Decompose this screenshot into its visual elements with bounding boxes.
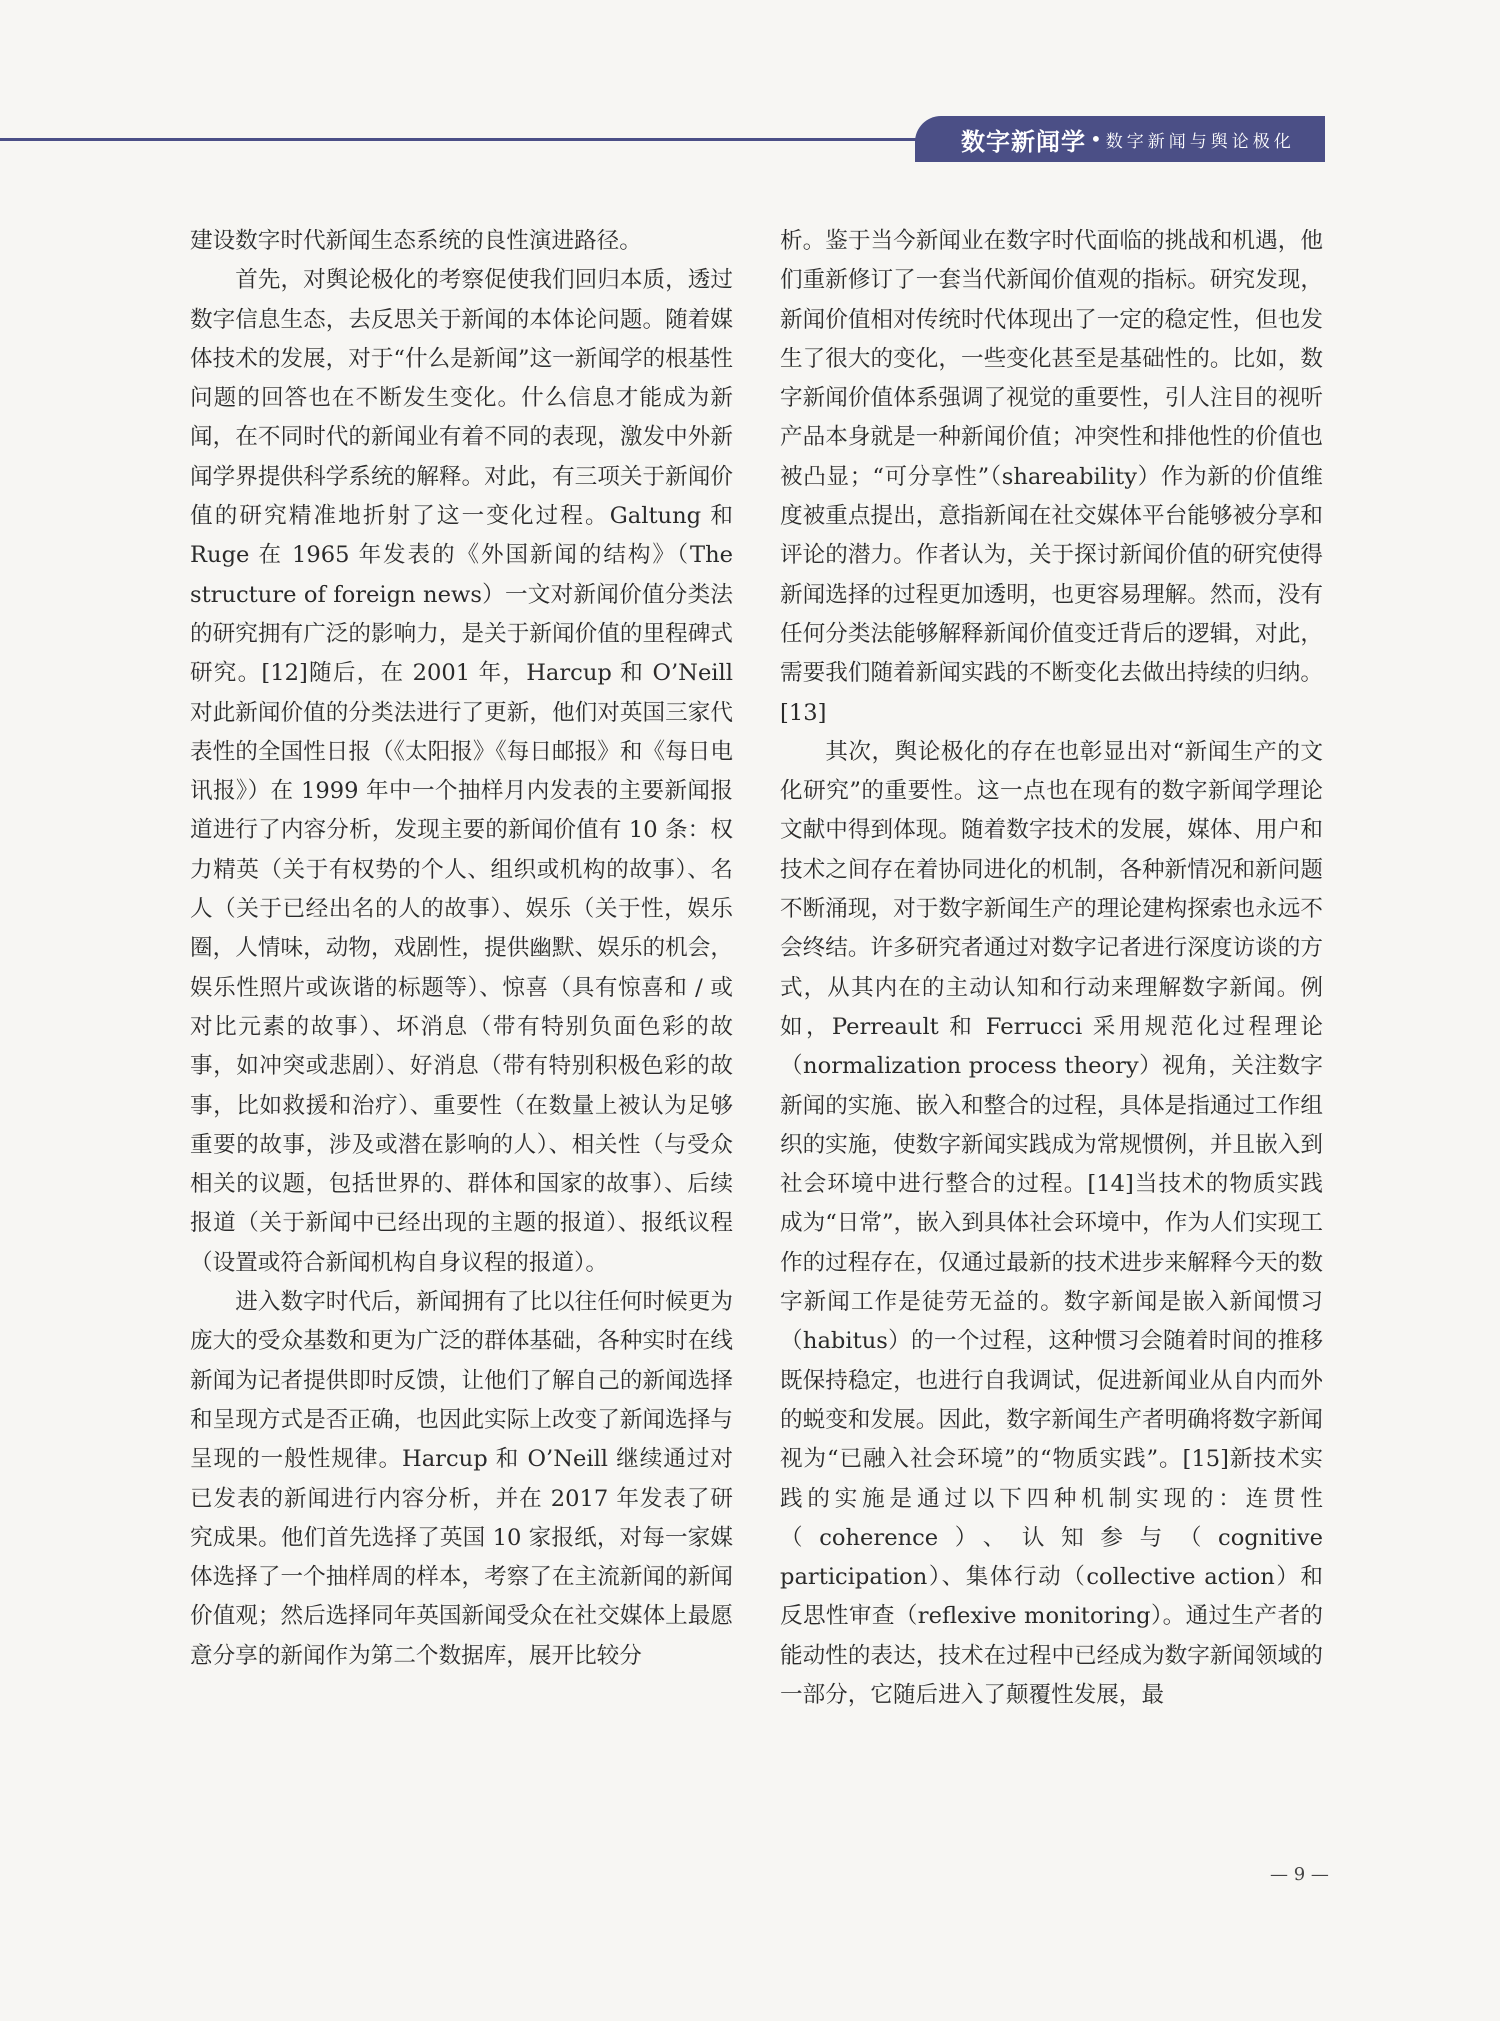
section-title: 数字新闻与舆论极化 (1105, 131, 1295, 152)
paragraph: 其次，舆论极化的存在也彰显出对“新闻生产的文化研究”的重要性。这一点也在现有的数字新闻学理论文献中得到体现。随着数字技术的发展，媒体、用户和技术之间存在着协同进化的机制，各种新情况和新问题不断涌现，对于数字新闻生产的理论建构探索也永远不会终结。许多研究者通过对数字记者进行深度访谈的方式，从其内在的主动认知和行动来理解数字新闻。例如，Perreault 和 Ferrucci 采用规范化过程理论（normalization process theory）视角，关注数字新闻的实施、嵌入和整合的过程，具体是指通过工作组织的实施，使数字新闻实践成为常规惯例，并且嵌入到社会环境中进行整合的过程。[14]当技术的物质实践成为“日常”，嵌入到具体社会环境中，作为人们实现工作的过程存在，仅通过最新的技术进步来解释今天的数字新闻工作是徒劳无益的。数字新闻是嵌入新闻惯习（habitus）的一个过程，这种惯习会随着时间的推移既保持稳定，也进行自我调试，促进新闻业从自内而外的蜕变和发展。因此，数字新闻生产者明确将数字新闻视为“已融入社会环境”的“物质实践”。[15]新技术实践的实施是通过以下四种机制实现的：连贯性（coherence）、认知参与（cognitive participation）、集体行动（collective action）和反思性审查（reflexive monitoring）。通过生产者的能动性的表达，技术在过程中已经成为数字新闻领域的一部分，它随后进入了颠覆性发展，最 (780, 738, 1323, 1708)
paragraph: 首先，对舆论极化的考察促使我们回归本质，透过数字信息生态，去反思关于新闻的本体论问题。随着媒体技术的发展，对于“什么是新闻”这一新闻学的根基性问题的回答也在不断发生变化。什么信息才能成为新闻，在不同时代的新闻业有着不同的表现，激发中外新闻学界提供科学系统的解释。对此，有三项关于新闻价值的研究精准地折射了这一变化过程。Galtung 和 Ruge 在 1965 年发表的《外国新闻的结构》（The structure of foreign news）一文对新闻价值分类法的研究拥有广泛的影响力，是关于新闻价值的里程碑式研究。[12]随后，在 2001 年，Harcup 和 O’Neill 对此新闻价值的分类法进行了更新，他们对英国三家代表性的全国性日报（《太阳报》《每日邮报》和《每日电讯报》）在 1999 年中一个抽样月内发表的主要新闻报道进行了内容分析，发现主要的新闻价值有 10 条：权力精英（关于有权势的个人、组织或机构的故事）、名人（关于已经出名的人的故事）、娱乐（关于性，娱乐圈，人情味，动物，戏剧性，提供幽默、娱乐的机会，娱乐性照片或诙谐的标题等）、惊喜（具有惊喜和 / 或对比元素的故事）、坏消息（带有特别负面色彩的故事，如冲突或悲剧）、好消息（带有特别积极色彩的故事，比如救援和治疗）、重要性（在数量上被认为足够重要的故事，涉及或潜在影响的人）、相关性（与受众相关的议题，包括世界的、群体和国家的故事）、后续报道（关于新闻中已经出现的主题的报道）、报纸议程（设置或符合新闻机构自身议程的报道）。 (190, 267, 733, 1276)
running-header (915, 116, 1325, 162)
paragraph: 建设数字时代新闻生态系统的良性演进路径。 (190, 228, 642, 254)
right-column (780, 222, 1323, 1802)
paragraph: 进入数字时代后，新闻拥有了比以往任何时候更为庞大的受众基数和更为广泛的群体基础，各种实时在线新闻为记者提供即时反馈，让他们了解自己的新闻选择和呈现方式是否正确，也因此实际上改变了新闻选择与呈现的一般性规律。Harcup 和 O’Neill 继续通过对已发表的新闻进行内容分析，并在 2017 年发表了研究成果。他们首先选择了英国 10 家报纸，对每一家媒体选择了一个抽样周的样本，考察了在主流新闻的新闻价值观；然后选择同年英国新闻受众在社交媒体上最愿意分享的新闻作为第二个数据库，展开比较分 (190, 1289, 733, 1669)
header-separator: • (1090, 127, 1102, 151)
journal-title: 数字新闻学 (961, 126, 1086, 156)
page-number: — 9 — (1270, 1864, 1329, 1885)
left-column (190, 222, 733, 1802)
paragraph: 析。鉴于当今新闻业在数字时代面临的挑战和机遇，他们重新修订了一套当代新闻价值观的指标。研究发现，新闻价值相对传统时代体现出了一定的稳定性，但也发生了很大的变化，一些变化甚至是基础性的。比如，数字新闻价值体系强调了视觉的重要性，引人注目的视听产品本身就是一种新闻价值；冲突性和排他性的价值也被凸显；“可分享性”（shareability）作为新的价值维度被重点提出，意指新闻在社交媒体平台能够被分享和评论的潜力。作者认为，关于探讨新闻价值的研究使得新闻选择的过程更加透明，也更容易理解。然而，没有任何分类法能够解释新闻价值变迁背后的逻辑，对此，需要我们随着新闻实践的不断变化去做出持续的归纳。[13] (780, 228, 1323, 726)
